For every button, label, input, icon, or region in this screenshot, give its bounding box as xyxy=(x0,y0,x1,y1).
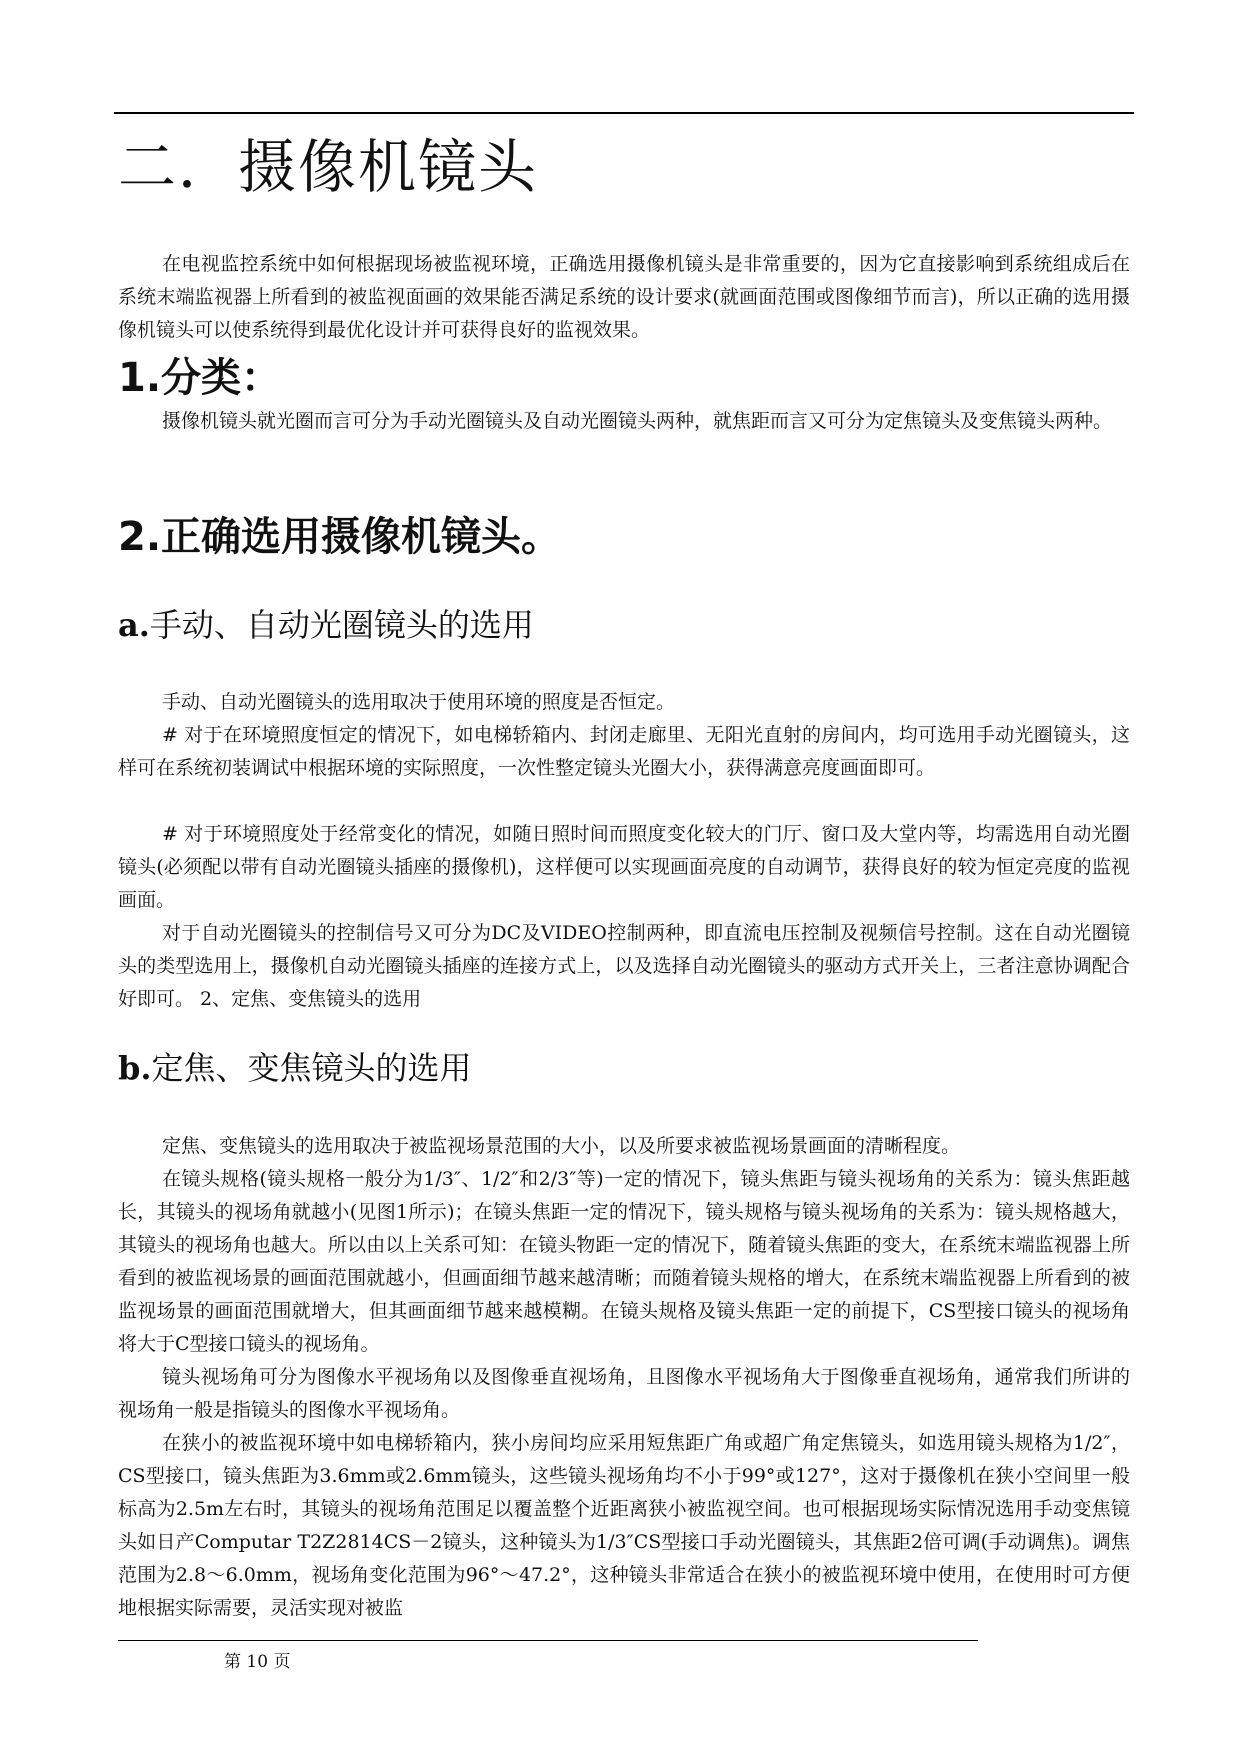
subsection-b-heading xyxy=(118,1047,472,1089)
subsection-b-paragraph: 镜头视场角可分为图像水平视场角以及图像垂直视场角，且图像水平视场角大于图像垂直视场角，通常我们所讲的视场角一般是指镜头的图像水平视场角。 xyxy=(118,1366,1130,1421)
subsection-a-title: 手动、自动光圈镜头的选用 xyxy=(149,606,534,644)
section-2-heading: 2.正确选用摄像机镜头。 xyxy=(118,514,562,560)
section-1-body: 摄像机镜头就光圈而言可分为手动光圈镜头及自动光圈镜头两种，就焦距而言又可分为定焦镜头及变焦镜头两种。 xyxy=(162,410,1113,432)
footer-rule xyxy=(118,1640,978,1641)
subsection-b-paragraph: 在镜头规格(镜头规格一般分为1/3″、1/2″和2/3″等)一定的情况下，镜头焦距与镜头视场角的关系为：镜头焦距越长，其镜头的视场角就越小(见图1所示)；在镜头焦距一定的情况下，镜头规格与镜头视场角的关系为：镜头规格越大，其镜头的视场角也越大。所以由以上关系可知：在镜头物距一定的情况下，随着镜头焦距的变大，在系统末端监视器上所看到的被监视场景的画面范围就越小，但画面细节越来越清晰；而随着镜头规格的增大，在系统末端监视器上所看到的被监视场景的画面范围就增大，但其画面细节越来越模糊。在镜头规格及镜头焦距一定的前提下，CS型接口镜头的视场角将大于C型接口镜头的视场角。 xyxy=(118,1168,1130,1355)
subsection-a-paragraph: # 对于环境照度处于经常变化的情况，如随日照时间而照度变化较大的门厅、窗口及大堂内等，均需选用自动光圈镜头(必须配以带有自动光圈镜头插座的摄像机)，这样便可以实现画面亮度的自动调节，获得良好的较为恒定亮度的监视画面。 xyxy=(118,823,1130,911)
subsection-b-paragraph: 在狭小的被监视环境中如电梯轿箱内，狭小房间均应采用短焦距广角或超广角定焦镜头，如选用镜头规格为1/2″，CS型接口，镜头焦距为3.6mm或2.6mm镜头，这些镜头视场角均不小于99°或127°，这对于摄像机在狭小空间里一般标高为2.5m左右时，其镜头的视场角范围足以覆盖整个近距离狭小被监视空间。也可根据现场实际情况选用手动变焦镜头如日产Computar T2Z2814CS－2镜头，这种镜头为1/3″CS型接口手动光圈镜头，其焦距2倍可调(手动调焦)。调焦范围为2.8～6.0mm，视场角变化范围为96°～47.2°，这种镜头非常适合在狭小的被监视环境中使用，在使用时可方便地根据实际需要，灵活实现对被监 xyxy=(118,1432,1130,1619)
section-1-heading: 1.分类： xyxy=(118,355,282,401)
subsection-b-paragraph: 定焦、变焦镜头的选用取决于被监视场景范围的大小，以及所要求被监视场景画面的清晰程度。 xyxy=(162,1135,961,1157)
subsection-b-title: 定焦、变焦镜头的选用 xyxy=(151,1049,472,1087)
subsection-b-prefix: b. xyxy=(118,1049,152,1087)
header-rule xyxy=(114,112,1134,114)
subsection-a-prefix: a. xyxy=(118,606,150,644)
subsection-a-paragraph: # 对于在环境照度恒定的情况下，如电梯轿箱内、封闭走廊里、无阳光直射的房间内，均可选用手动光圈镜头，这样可在系统初装调试中根据环境的实际照度，一次性整定镜头光圈大小，获得满意亮度画面即可。 xyxy=(118,724,1130,779)
page-number: 第 10 页 xyxy=(224,1652,291,1672)
subsection-a-paragraph: 对于自动光圈镜头的控制信号又可分为DC及VIDEO控制两种，即直流电压控制及视频信号控制。这在自动光圈镜头的类型选用上，摄像机自动光圈镜头插座的连接方式上，以及选择自动光圈镜头的驱动方式开关上，三者注意协调配合好即可。 2、定焦、变焦镜头的选用 xyxy=(118,922,1130,1010)
subsection-a-paragraph: 手动、自动光圈镜头的选用取决于使用环境的照度是否恒定。 xyxy=(162,691,676,713)
subsection-a-heading xyxy=(118,604,534,646)
chapter-title: 二．摄像机镜头 xyxy=(118,133,539,201)
intro-paragraph: 在电视监控系统中如何根据现场被监视环境，正确选用摄像机镜头是非常重要的，因为它直接影响到系统组成后在系统末端监视器上所看到的被监视面画的效果能否满足系统的设计要求(就画面范围或图像细节而言)，所以正确的选用摄像机镜头可以使系统得到最优化设计并可获得良好的监视效果。 xyxy=(118,253,1130,341)
